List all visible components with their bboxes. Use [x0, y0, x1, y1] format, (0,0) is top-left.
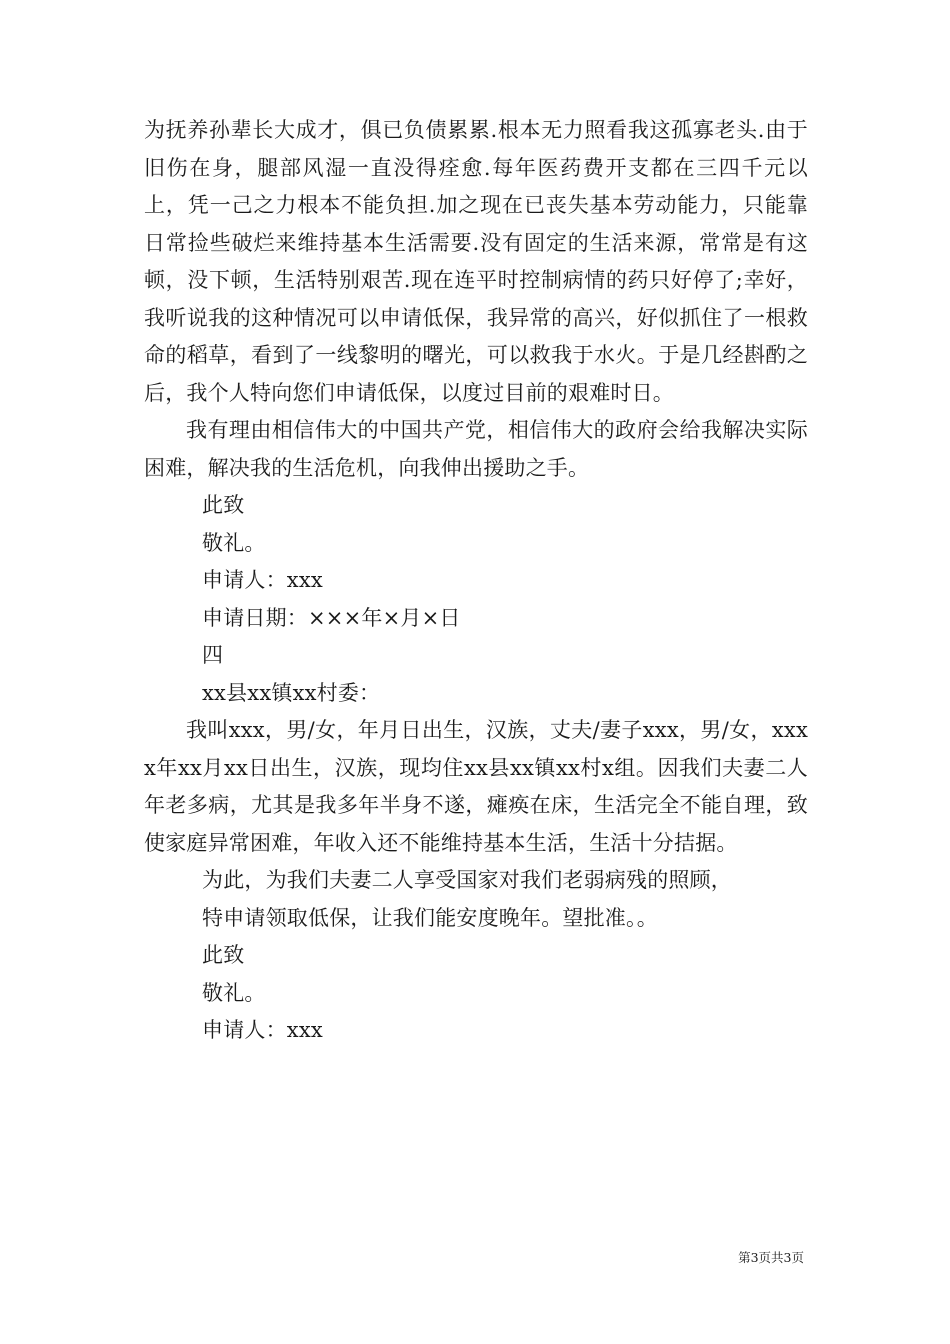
addressee-line: xx县xx镇xx村委： [202, 680, 381, 705]
applicant-line: 申请人：xxx [202, 568, 323, 592]
document-body [144, 112, 808, 1050]
paragraph-hardship-description: 为抚养孙辈长大成才，俱已负债累累.根本无力照看我这孤寡老头.由于旧伤在身，腿部风湿一直没得痊愈.每年医药费开支都在三四千元以上，凭一己之力根本不能负担.加之现在已丧失基本劳动能力，只能靠日常捡些破烂来维持基本生活需要.没有固定的生活来源，常常是有这顿，没下顿，生活特别艰苦.现在连平时控制病情的药只好停了;幸好，我听说我的这种情况可以申请低保，我异常的高兴，好似抓住了一根救命的稻草，看到了一线黎明的曙光，可以救我于水火。于是几经斟酌之后，我个人特向您们申请低保，以度过目前的艰难时日。 [144, 118, 808, 405]
paragraph-trust-government: 我有理由相信伟大的中国共产党，相信伟大的政府会给我解决实际困难，解决我的生活危机，向我伸出援助之手。 [144, 418, 808, 480]
section-number: 四 [202, 643, 224, 667]
salutation-cizhi: 此致 [202, 493, 245, 517]
page-footer: 第3页共3页 [738, 1250, 804, 1265]
salutation-jingli-2: 敬礼。 [202, 980, 266, 1005]
salutation-cizhi-2: 此致 [202, 943, 245, 967]
application-date-line: 申请日期：×××年×月×日 [202, 605, 461, 630]
paragraph-applicant-details: 我叫xxx，男/女，年月日出生，汉族，丈夫/妻子xxx，男/女，xxxx年xx月xx日出生，汉族，现均住xx县xx镇xx村x组。因我们夫妻二人年老多病，尤其是我多年半身不遂，瘫痪在床，生活完全不能自理，致使家庭异常困难，年收入还不能维持基本生活，生活十分拮据。 [144, 718, 808, 855]
paragraph-reason-line: 为此，为我们夫妻二人享受国家对我们老弱病残的照顾， [202, 868, 732, 892]
salutation-jingli: 敬礼。 [202, 530, 266, 555]
paragraph-request-line: 特申请领取低保，让我们能安度晚年。望批准。。 [202, 905, 658, 930]
applicant-line-2: 申请人：xxx [202, 1018, 323, 1042]
